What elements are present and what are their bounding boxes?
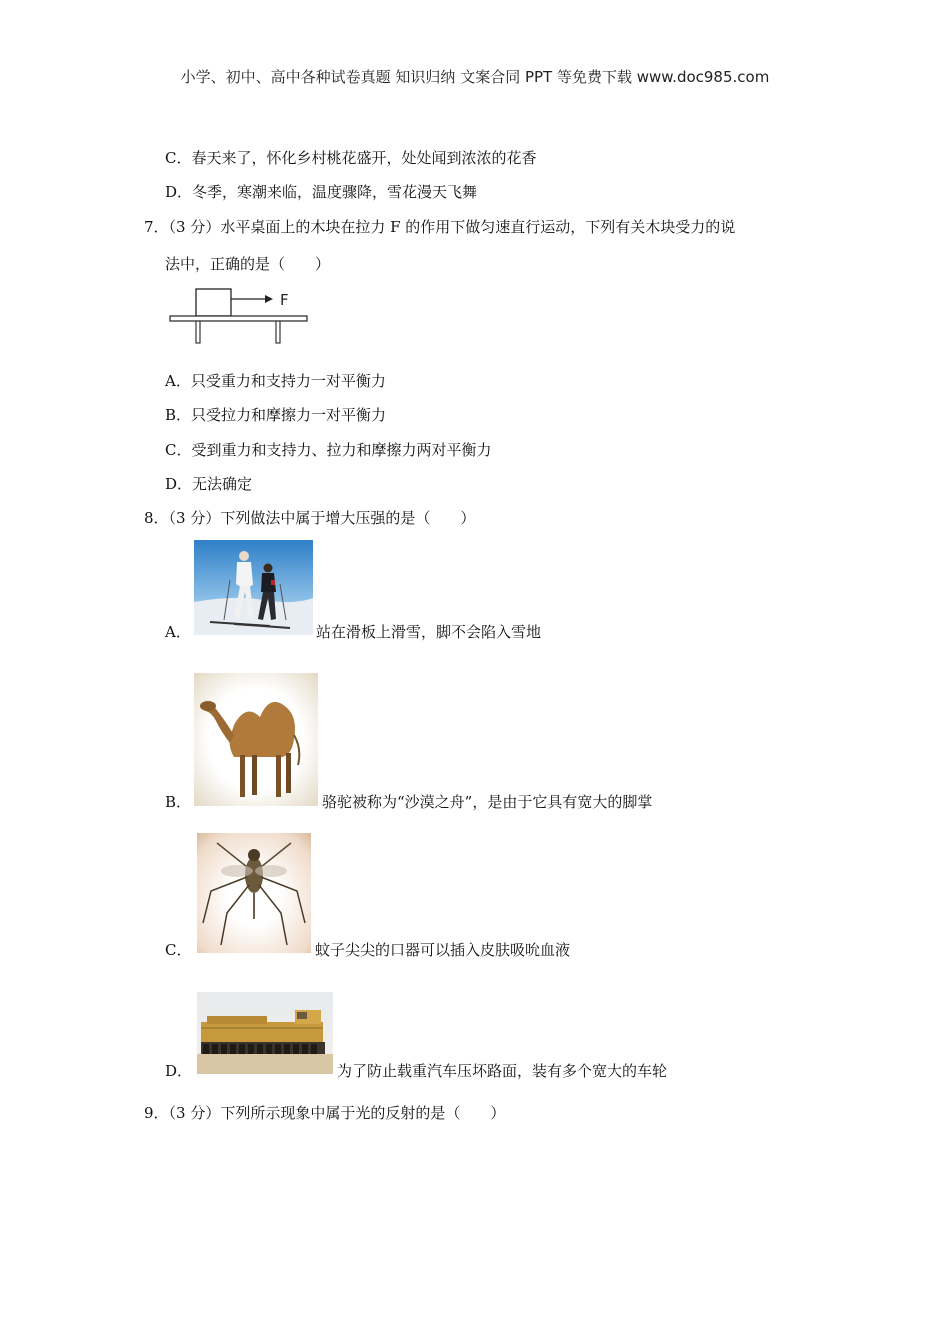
q7-option-c xyxy=(165,440,492,460)
question-text: （3 分）下列所示现象中属于光的反射的是（ ） xyxy=(168,1104,506,1122)
q7-option-a xyxy=(165,371,386,391)
q8-option-c-letter: C． xyxy=(165,941,192,959)
question-text: （3 分）水平桌面上的木块在拉力 F 的作用下做匀速直行运动，下列有关木块受力的说 xyxy=(168,218,736,236)
question-number: 7． xyxy=(144,218,169,236)
question-number: 9． xyxy=(144,1104,169,1122)
option-letter: C． xyxy=(165,441,192,459)
q8-option-b-text: 骆驼被称为“沙漠之舟”，是由于它具有宽大的脚掌 xyxy=(322,793,653,811)
option-text: 冬季，寒潮来临，温度骤降，雪花漫天飞舞 xyxy=(192,183,478,201)
option-text: 受到重力和支持力、拉力和摩擦力两对平衡力 xyxy=(191,441,492,459)
q8-stem xyxy=(144,508,475,528)
camel-photo xyxy=(194,673,318,806)
question-number: 8． xyxy=(144,509,169,527)
q8-option-d-letter: D． xyxy=(165,1062,193,1080)
option-letter: C． xyxy=(165,149,192,167)
q8-option-c-text: 蚊子尖尖的口器可以插入皮肤吸吮血液 xyxy=(315,941,571,959)
option-text: 春天来了，怀化乡村桃花盛开，处处闻到浓浓的花香 xyxy=(191,149,537,167)
option-text: 只受拉力和摩擦力一对平衡力 xyxy=(191,406,387,424)
option-letter: D． xyxy=(165,475,193,493)
skiers-photo xyxy=(194,540,313,635)
option-text: 只受重力和支持力一对平衡力 xyxy=(190,372,386,390)
table-top xyxy=(170,316,307,321)
table-leg-left xyxy=(196,321,200,343)
q7-stem-line1 xyxy=(144,217,735,237)
option-text: 无法确定 xyxy=(192,475,253,493)
option-letter: B． xyxy=(165,406,192,424)
force-arrow-head xyxy=(265,295,273,303)
q8-option-d-text: 为了防止载重汽车压坏路面，装有多个宽大的车轮 xyxy=(337,1062,668,1080)
option-letter: D． xyxy=(165,183,193,201)
q8-option-b-letter: B． xyxy=(165,793,192,811)
wooden-block xyxy=(196,289,231,316)
q8-option-a-text: 站在滑板上滑雪，脚不会陷入雪地 xyxy=(316,623,542,641)
q9-stem xyxy=(144,1103,505,1123)
question-text: （3 分）下列做法中属于增大压强的是（ ） xyxy=(168,509,476,527)
option-letter: A． xyxy=(165,372,191,390)
force-label: F xyxy=(280,291,289,309)
q6-option-d xyxy=(165,182,477,202)
q8-option-a-letter: A． xyxy=(165,623,191,641)
block-on-table-figure xyxy=(165,284,315,346)
page-header: 小学、初中、高中各种试卷真题 知识归纳 文案合同 PPT 等免费下载 www.doc985.com xyxy=(180,68,770,86)
q7-option-b xyxy=(165,405,386,425)
q7-option-d xyxy=(165,474,252,494)
mosquito-photo xyxy=(197,833,311,953)
heavy-truck-photo xyxy=(197,992,333,1074)
q7-stem-line2: 法中，正确的是（ ） xyxy=(165,255,331,273)
table-leg-right xyxy=(276,321,280,343)
q6-option-c xyxy=(165,148,537,168)
